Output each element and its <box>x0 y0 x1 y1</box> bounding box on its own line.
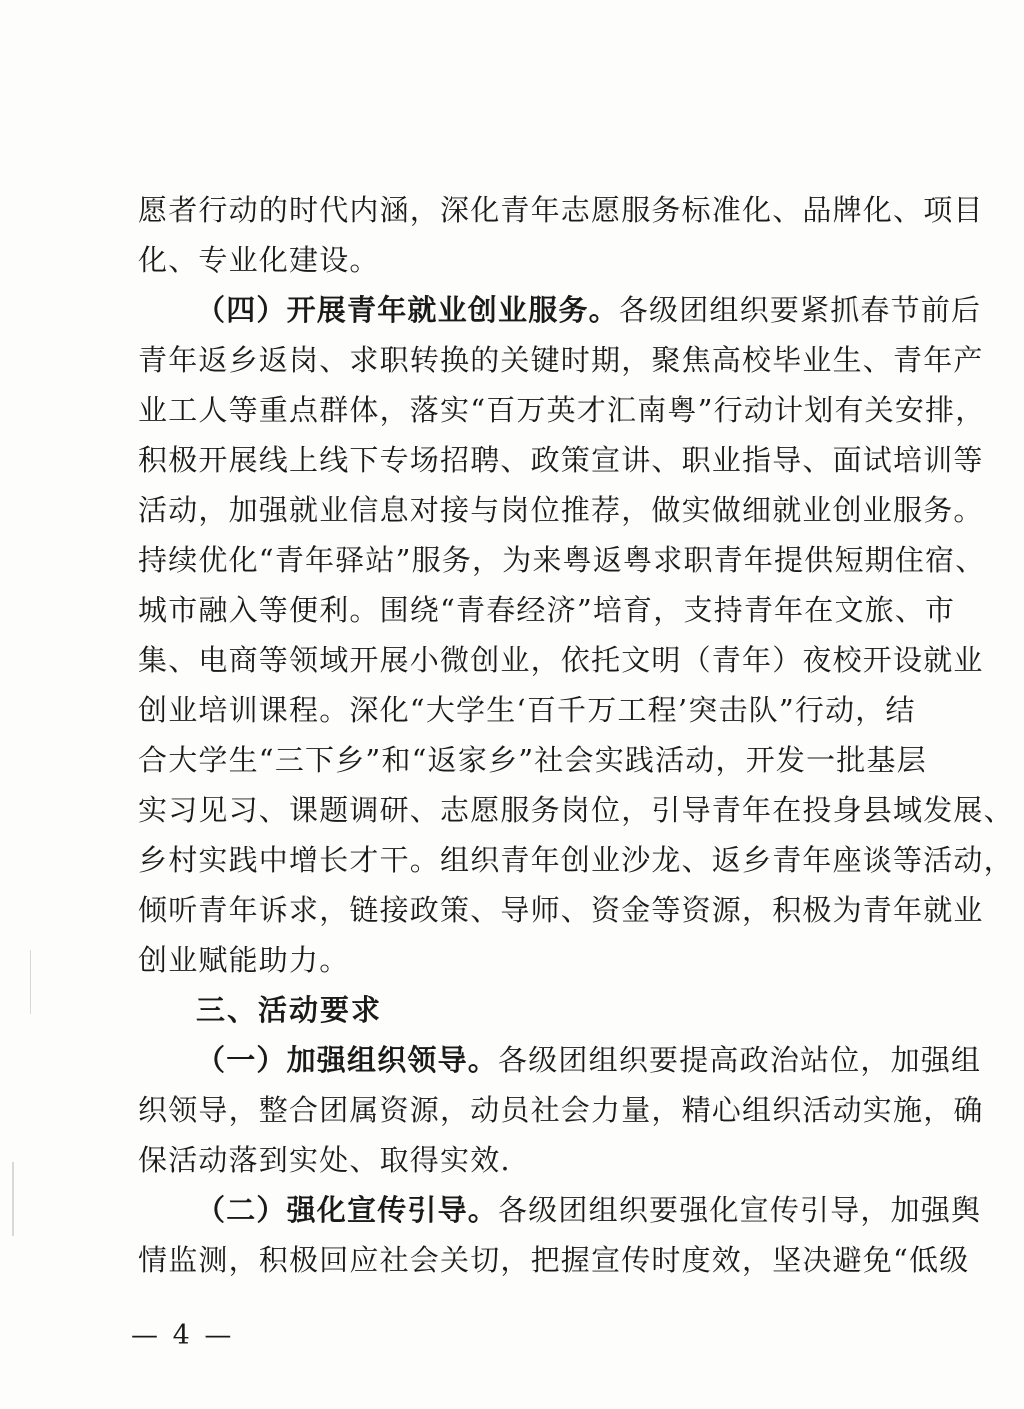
body-line: 愿者行动的时代内涵，深化青年志愿服务标准化、品牌化、项目 <box>138 193 984 227</box>
body-line: 青年返乡返岗、求职转换的关键时期，聚焦高校毕业生、青年产 <box>138 343 984 377</box>
body-line: 化、专业化建设。 <box>138 243 380 277</box>
body-line: 情监测，积极回应社会关切，把握宣传时度效，坚决避免“低级 <box>138 1243 970 1277</box>
body-line: 城市融入等便利。围绕“青春经济”培育，支持青年在文旅、市 <box>138 593 956 627</box>
item-one-text: 各级团组织要提高政治站位，加强组 <box>498 1043 982 1077</box>
section-four-text: 各级团组织要紧抓春节前后 <box>618 293 982 327</box>
scan-binding-mark <box>30 950 31 1014</box>
body-line: 保活动落到实处、取得实效. <box>138 1143 511 1177</box>
section-three-heading: 三、活动要求 <box>196 993 383 1027</box>
page-number: — 4 — <box>131 1320 235 1351</box>
item-two-text: 各级团组织要强化宣传引导，加强舆 <box>498 1193 982 1227</box>
section-four-first-line <box>196 285 982 335</box>
body-line: 织领导，整合团属资源，动员社会力量，精心组织活动实施，确 <box>138 1093 984 1127</box>
body-line: 合大学生“三下乡”和“返家乡”社会实践活动，开发一批基层 <box>138 743 927 777</box>
item-one-first-line <box>196 1035 982 1085</box>
item-one-heading: （一）加强组织领导。 <box>196 1043 499 1077</box>
section-four-heading: （四）开展青年就业创业服务。 <box>196 293 619 327</box>
item-two-heading: （二）强化宣传引导。 <box>196 1193 499 1227</box>
body-line: 乡村实践中增长才干。组织青年创业沙龙、返乡青年座谈等活动， <box>138 843 1014 877</box>
body-line: 积极开展线上线下专场招聘、政策宣讲、职业指导、面试培训等 <box>138 443 984 477</box>
body-line: 实习见习、课题调研、志愿服务岗位，引导青年在投身县域发展、 <box>138 793 1014 827</box>
body-line: 业工人等重点群体，落实“百万英才汇南粤”行动计划有关安排， <box>138 393 986 427</box>
scan-binding-mark <box>12 1162 14 1236</box>
item-two-first-line <box>196 1185 982 1235</box>
body-line: 创业赋能助力。 <box>138 943 350 977</box>
body-line: 倾听青年诉求，链接政策、导师、资金等资源，积极为青年就业 <box>138 893 984 927</box>
body-line: 持续优化“青年驿站”服务，为来粤返粤求职青年提供短期住宿、 <box>138 543 986 577</box>
body-line: 创业培训课程。深化“大学生‘百千万工程’突击队”行动，结 <box>138 693 916 727</box>
body-line: 集、电商等领域开展小微创业，依托文明（青年）夜校开设就业 <box>138 643 984 677</box>
body-line: 活动，加强就业信息对接与岗位推荐，做实做细就业创业服务。 <box>138 493 984 527</box>
